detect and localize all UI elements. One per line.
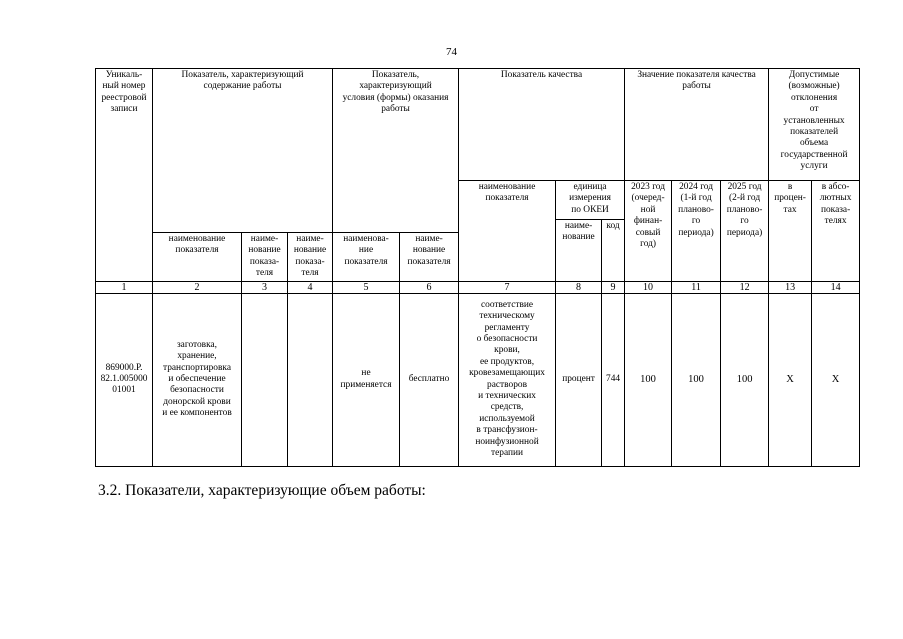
deviation-percent: X [769,293,812,466]
value-2025: 100 [721,293,769,466]
header-year-2024: 2024 год (1-й год планово- го периода) [672,181,721,282]
header-indicator-name: наименование показателя [459,181,556,282]
column-number: 12 [721,281,769,293]
column-number: 2 [153,281,242,293]
header-year-2025: 2025 год (2-й год планово- го периода) [721,181,769,282]
registry-number: 869000.Р. 82.1.005000 01001 [96,293,153,466]
header-content-indicator: Показатель, характеризующий содержание работы [153,69,333,233]
header-quality-indicator: Показатель качества [459,69,625,181]
column-number: 6 [400,281,459,293]
deviation-absolute: X [812,293,860,466]
page-number: 74 [446,46,457,58]
unit-name-value: процент [556,293,602,466]
header-sub-name-2: наименование показателя [153,233,242,282]
condition-value: не применяется [333,293,400,466]
value-2024: 100 [672,293,721,466]
cell-col4 [288,293,333,466]
column-number: 7 [459,281,556,293]
header-quality-value: Значение показателя качества работы [625,69,769,181]
header-deviations: Допустимые (возможные) отклонения от установленных показателей объема государственной услуги [769,69,860,181]
table-row [96,293,860,466]
column-number: 4 [288,281,333,293]
quality-indicator-name: соответствие техническому регламенту о безопасности крови, ее продуктов, кровезамещающих растворов и технических средств, используемой в трансфузион- ноинфузионной терапии [459,293,556,466]
header-unit-name: наиме- нование [556,220,602,282]
form-value: бесплатно [400,293,459,466]
column-number: 10 [625,281,672,293]
column-number: 13 [769,281,812,293]
column-number: 11 [672,281,721,293]
column-number: 3 [242,281,288,293]
header-conditions-indicator: Показатель, характеризующий условия (формы) оказания работы [333,69,459,233]
column-number: 8 [556,281,602,293]
value-2023: 100 [625,293,672,466]
section-title: 3.2. Показатели, характеризующие объем работы: [98,482,426,499]
header-sub-name-3: наиме- нование показа- теля [242,233,288,282]
column-number: 1 [96,281,153,293]
header-unit-code: код [602,220,625,282]
header-unit-measure: единица измерения по ОКЕИ [556,181,625,220]
header-year-2023: 2023 год (очеред- ной финан- совый год) [625,181,672,282]
header-sub-name-4: наиме- нование показа- теля [288,233,333,282]
quality-indicators-table [95,68,860,467]
header-sub-name-5: наименова- ние показателя [333,233,400,282]
content-indicator-value: заготовка, хранение, транспортировка и обеспечение безопасности донорской крови и ее компонентов [153,293,242,466]
column-number: 14 [812,281,860,293]
header-unique-number: Уникаль- ный номер реестровой записи [96,69,153,282]
column-number: 5 [333,281,400,293]
cell-col3 [242,293,288,466]
header-in-absolute: в абсо- лютных показа- телях [812,181,860,282]
header-sub-name-6: наиме- нование показателя [400,233,459,282]
column-number: 9 [602,281,625,293]
unit-code-value: 744 [602,293,625,466]
header-in-percent: в процен- тах [769,181,812,282]
